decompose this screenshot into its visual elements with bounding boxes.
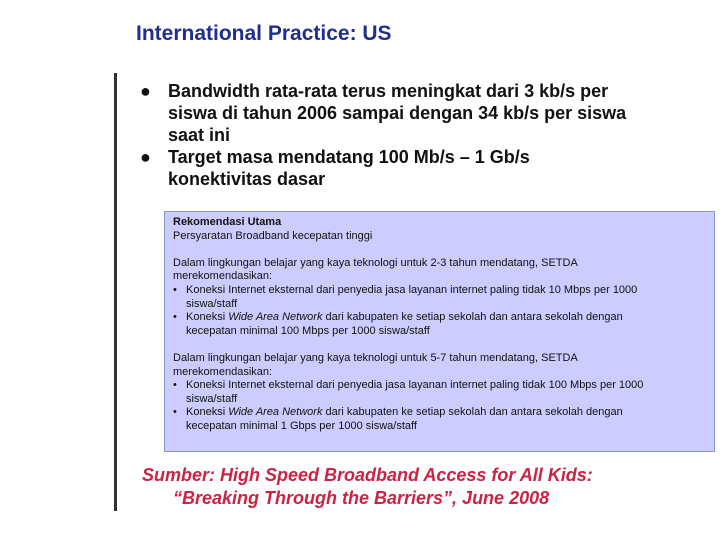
item-line: kecepatan minimal 1 Gbps per 1000 siswa/staff <box>186 419 417 432</box>
item-line: siswa/staff <box>186 297 238 310</box>
recommendation-item <box>173 284 706 311</box>
bullet-icon: ● <box>140 81 151 101</box>
slide-title: International Practice: US <box>136 22 392 45</box>
vertical-divider <box>114 73 117 511</box>
recommendation-heading: Rekomendasi Utama <box>173 216 282 228</box>
sub-bullet-icon: • <box>173 379 177 392</box>
item-text: Koneksi <box>186 406 229 419</box>
recommendation-item <box>173 311 706 338</box>
item-emphasis: Wide Area Network <box>228 311 323 324</box>
source-line: Sumber: High Speed Broadband Access for All Kids: <box>142 465 593 485</box>
recommendation-section <box>173 257 706 339</box>
bullet-line: siswa di tahun 2006 sampai dengan 34 kb/s per siswa <box>168 103 627 123</box>
bullet-icon: ● <box>140 147 151 167</box>
recommendation-item <box>173 379 706 406</box>
item-line: kecepatan minimal 100 Mbps per 1000 siswa/staff <box>186 324 430 337</box>
recommendation-item <box>173 406 706 433</box>
recommendation-box <box>164 211 715 452</box>
bullet-line: saat ini <box>168 125 231 145</box>
sub-bullet-icon: • <box>173 311 177 324</box>
source-line: “Breaking Through the Barriers”, June 2008 <box>173 488 550 508</box>
bullet-item <box>140 80 700 146</box>
item-emphasis: Wide Area Network <box>228 406 323 419</box>
item-line: siswa/staff <box>186 392 238 405</box>
bullet-line: Bandwidth rata-rata terus meningkat dari 3 kb/s per <box>168 81 609 101</box>
sub-bullet-icon: • <box>173 406 177 419</box>
section-intro-line: merekomendasikan: <box>173 270 273 283</box>
section-intro-line: merekomendasikan: <box>173 365 273 378</box>
item-line: Koneksi Internet eksternal dari penyedia jasa layanan internet paling tidak 100 Mbps per 1000 <box>186 379 644 392</box>
recommendation-section <box>173 352 706 434</box>
bullet-line: konektivitas dasar <box>168 169 326 189</box>
bullet-list <box>140 80 700 190</box>
item-line <box>186 311 706 325</box>
section-intro-line: Dalam lingkungan belajar yang kaya teknologi untuk 5-7 tahun mendatang, SETDA <box>173 351 578 364</box>
item-line: Koneksi Internet eksternal dari penyedia jasa layanan internet paling tidak 10 Mbps per 1000 <box>186 283 638 296</box>
item-text: dari kabupaten ke setiap sekolah dan antara sekolah dengan <box>322 311 623 324</box>
source-citation <box>142 464 702 510</box>
bullet-item <box>140 146 700 190</box>
bullet-line: Target masa mendatang 100 Mb/s – 1 Gb/s <box>168 147 530 167</box>
section-intro-line: Dalam lingkungan belajar yang kaya teknologi untuk 2-3 tahun mendatang, SETDA <box>173 256 578 269</box>
sub-bullet-icon: • <box>173 283 177 296</box>
item-line <box>186 406 706 420</box>
recommendation-subheading: Persyaratan Broadband kecepatan tinggi <box>173 229 373 242</box>
item-text: dari kabupaten ke setiap sekolah dan antara sekolah dengan <box>322 406 623 419</box>
item-text: Koneksi <box>186 311 229 324</box>
